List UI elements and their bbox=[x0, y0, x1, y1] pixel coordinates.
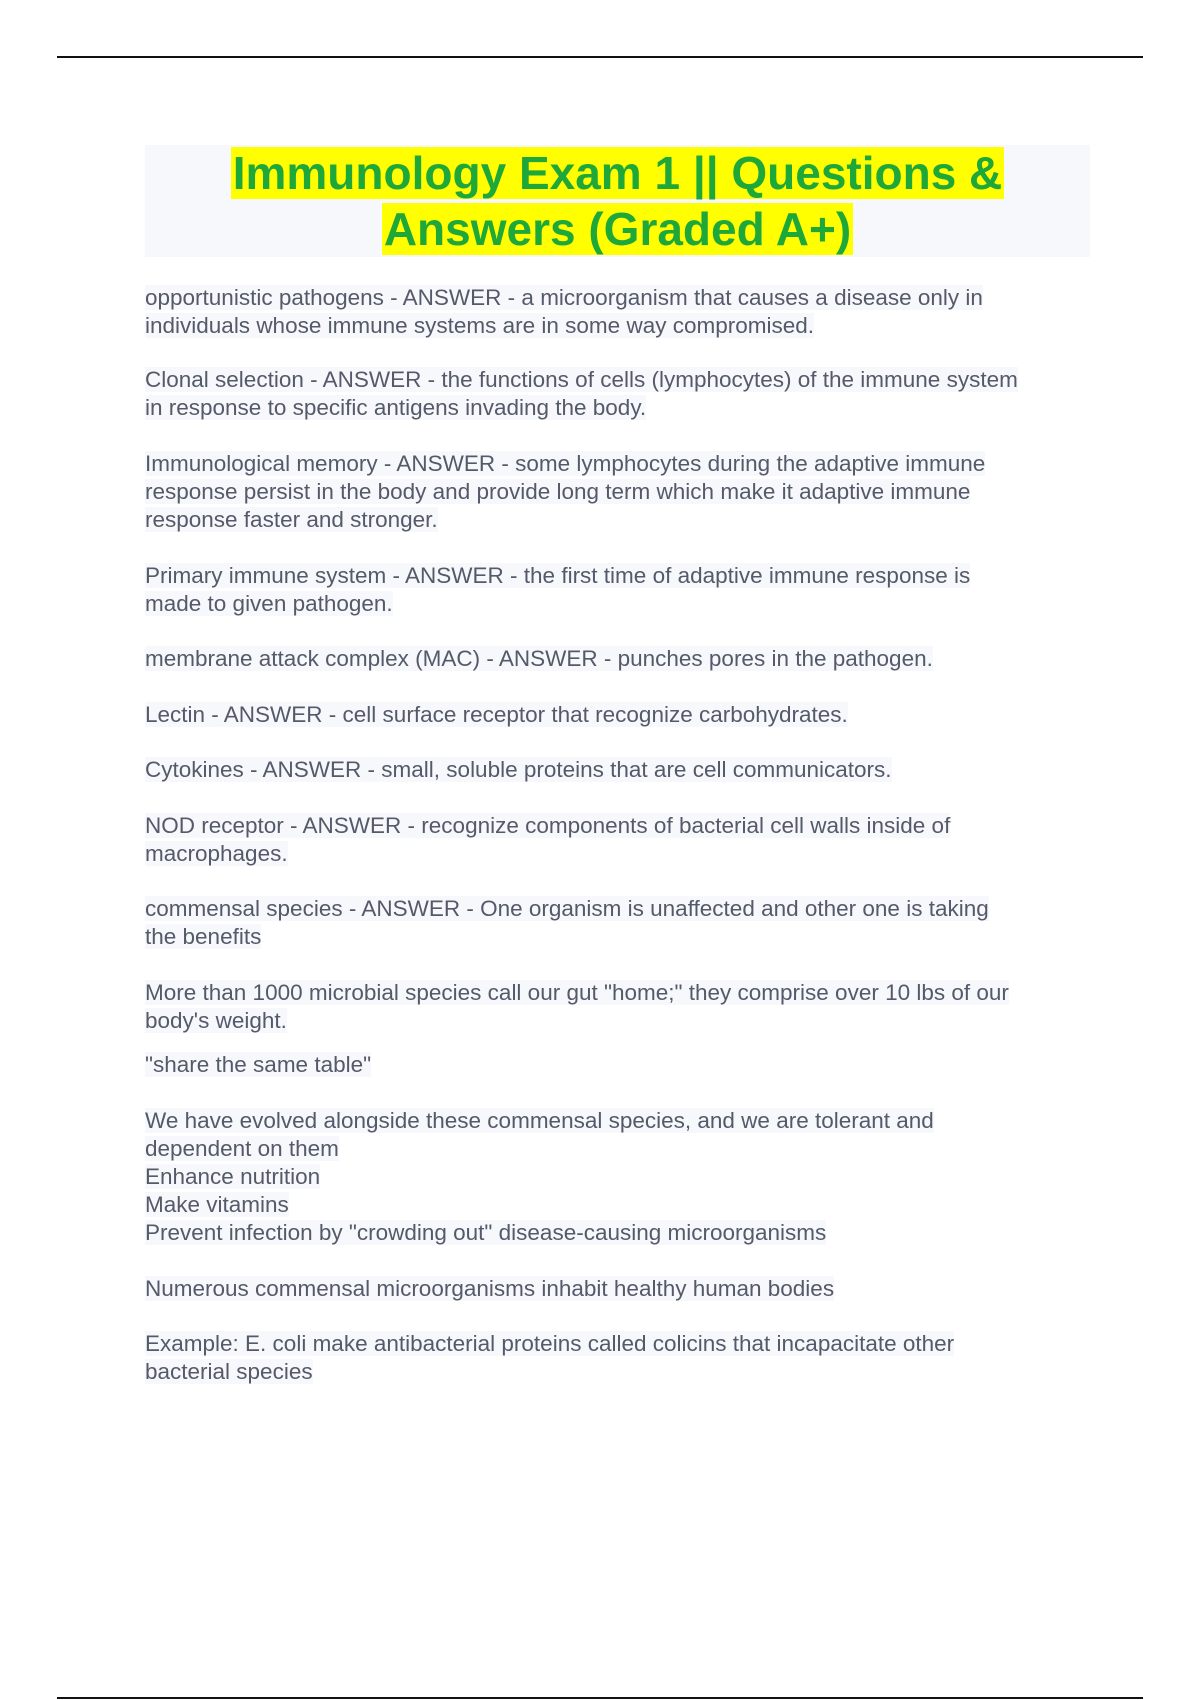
qa-entry bbox=[145, 756, 892, 784]
entry-line: Prevent infection by "crowding out" disease-causing microorganisms bbox=[145, 1220, 827, 1245]
entry-line: Clonal selection - ANSWER - the functions of cells (lymphocytes) of the immune system bbox=[145, 367, 1018, 392]
entry-line: in response to specific antigens invading the body. bbox=[145, 395, 647, 420]
entry-line: membrane attack complex (MAC) - ANSWER - punches pores in the pathogen. bbox=[145, 646, 933, 671]
qa-entry bbox=[145, 284, 983, 340]
entry-line: Cytokines - ANSWER - small, soluble proteins that are cell communicators. bbox=[145, 757, 892, 782]
qa-entry bbox=[145, 450, 985, 534]
entry-line: made to given pathogen. bbox=[145, 591, 393, 616]
qa-entry bbox=[145, 645, 933, 673]
qa-entry bbox=[145, 1107, 934, 1247]
bottom-rule bbox=[57, 1697, 1143, 1699]
entry-line: Make vitamins bbox=[145, 1192, 289, 1217]
entry-line: Lectin - ANSWER - cell surface receptor that recognize carbohydrates. bbox=[145, 702, 848, 727]
entry-line: individuals whose immune systems are in some way compromised. bbox=[145, 313, 815, 338]
qa-entry bbox=[145, 1275, 834, 1303]
entry-line: opportunistic pathogens - ANSWER - a microorganism that causes a disease only in bbox=[145, 285, 983, 310]
entry-line: NOD receptor - ANSWER - recognize components of bacterial cell walls inside of bbox=[145, 813, 951, 838]
entry-line: response faster and stronger. bbox=[145, 507, 438, 532]
entry-line: the benefits bbox=[145, 924, 262, 949]
entry-line: commensal species - ANSWER - One organism is unaffected and other one is taking bbox=[145, 896, 989, 921]
entry-line: body's weight. bbox=[145, 1008, 287, 1033]
qa-entry bbox=[145, 1051, 371, 1079]
entry-line: bacterial species bbox=[145, 1359, 313, 1384]
entry-line: response persist in the body and provide long term which make it adaptive immune bbox=[145, 479, 971, 504]
title-line-1: Immunology Exam 1 || Questions & bbox=[232, 147, 1003, 199]
top-rule bbox=[57, 56, 1143, 58]
entry-line: Numerous commensal microorganisms inhabit healthy human bodies bbox=[145, 1276, 835, 1301]
qa-entry bbox=[145, 979, 1009, 1035]
entry-line: Example: E. coli make antibacterial proteins called colicins that incapacitate other bbox=[145, 1331, 955, 1356]
entry-line: dependent on them bbox=[145, 1136, 339, 1161]
entry-line: Immunological memory - ANSWER - some lymphocytes during the adaptive immune bbox=[145, 451, 986, 476]
entry-line: macrophages. bbox=[145, 841, 288, 866]
qa-entry bbox=[145, 895, 989, 951]
qa-entry bbox=[145, 366, 1018, 422]
entry-line: "share the same table" bbox=[145, 1052, 372, 1077]
qa-entry bbox=[145, 562, 970, 618]
qa-entry bbox=[145, 812, 950, 868]
entry-line: We have evolved alongside these commensal species, and we are tolerant and bbox=[145, 1108, 934, 1133]
qa-entry bbox=[145, 701, 848, 729]
title-box bbox=[145, 145, 1090, 257]
qa-entry bbox=[145, 1330, 954, 1386]
document-title bbox=[145, 145, 1090, 257]
entry-line: Enhance nutrition bbox=[145, 1164, 321, 1189]
entry-line: More than 1000 microbial species call our gut "home;" they comprise over 10 lbs of our bbox=[145, 980, 1009, 1005]
entry-line: Primary immune system - ANSWER - the first time of adaptive immune response is bbox=[145, 563, 971, 588]
title-line-2: Answers (Graded A+) bbox=[383, 203, 852, 255]
